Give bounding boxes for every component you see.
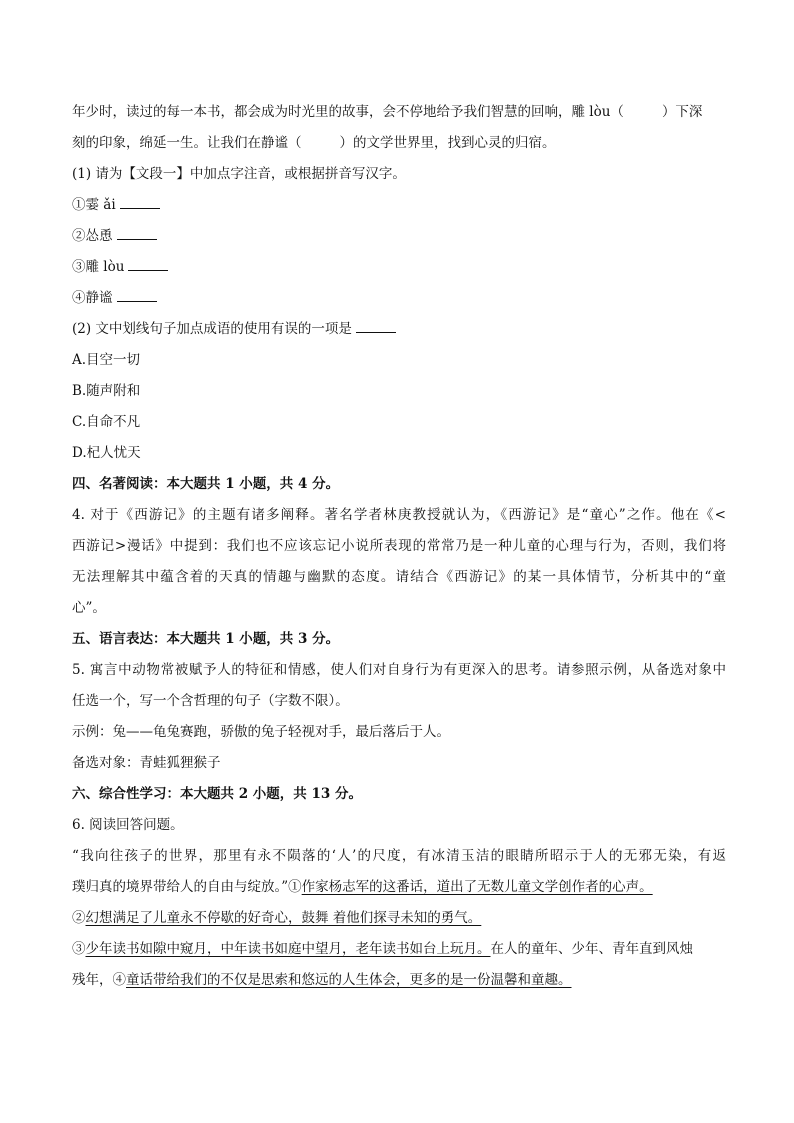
intro-line-2 xyxy=(72,128,726,159)
answer-blank[interactable] xyxy=(356,317,396,333)
q1-item xyxy=(72,252,726,283)
q2-option: A.目空一切 xyxy=(72,352,141,368)
q1-prompt: (1) 请为【文段一】中加点字注音，或根据拼音写汉字。 xyxy=(72,166,406,182)
section-5-heading: 五、语言表达：本大题共 1 小题，共 3 分。 xyxy=(72,631,340,647)
q4-line: 无法理解其中蕴含着的天真的情趣与幽默的态度。请结合《西游记》的某一具体情节，分析其中的“童 xyxy=(72,569,726,585)
passage-text: 璞归真的境界带给人的自由与绽放。”① xyxy=(72,879,302,895)
intro-text: 刻的印象，绵延一生。让我们在静谧（ xyxy=(72,135,302,151)
section-6-heading: 六、综合性学习：本大题共 2 小题，共 13 分。 xyxy=(72,786,362,802)
q2-option: D.杞人忧天 xyxy=(72,445,141,461)
q5-options: 备选对象：青蛙狐狸猴子 xyxy=(72,755,221,771)
q6-passage-line xyxy=(72,934,726,965)
q1-item-label: ③雕 lòu xyxy=(72,259,125,275)
q1-item xyxy=(72,190,726,221)
passage-text: 残年，④ xyxy=(72,972,126,988)
q2-option: C.自命不凡 xyxy=(72,414,141,430)
passage-text: ② xyxy=(72,910,86,926)
underlined-sentence-3: 少年读书如隙中窥月，中年读书如庭中望月，老年读书如台上玩月。 xyxy=(85,941,491,957)
q4-line: 西游记>漫话》中提到：我们也不应该忘记小说所表现的常常乃是一种儿童的心理与行为，否则，我们将 xyxy=(72,538,726,554)
q2-option: B.随声附和 xyxy=(72,383,141,399)
q1-item xyxy=(72,221,726,252)
q4-line: 心”。 xyxy=(72,600,106,616)
intro-text: ）下深 xyxy=(661,104,703,120)
passage-text: ③ xyxy=(72,941,86,957)
underlined-sentence-1: 作家杨志军的这番话，道出了无数儿童文学创作者的心声。 xyxy=(301,879,653,895)
q1-item-label: ①霎 ǎi xyxy=(72,197,116,213)
answer-blank[interactable] xyxy=(117,286,157,302)
q6-passage-line xyxy=(72,903,726,934)
q5-line: 5. 寓言中动物常被赋予人的特征和情感，使人们对自身行为有更深入的思考。请参照示例，从备选对象中 xyxy=(72,662,726,678)
q6-prompt: 6. 阅读回答问题。 xyxy=(72,817,184,833)
page-content xyxy=(72,97,726,996)
q6-passage-line xyxy=(72,965,726,996)
passage-text: 在人的童年、少年、青年直到风烛 xyxy=(490,941,693,957)
section-4-heading: 四、名著阅读：本大题共 1 小题，共 4 分。 xyxy=(72,476,340,492)
answer-blank[interactable] xyxy=(128,255,168,271)
underlined-sentence-4: 童话带给我们的不仅是思索和悠远的人生体会，更多的是一份温馨和童趣。 xyxy=(126,972,572,988)
q5-line: 任选一个，写一个含哲理的句子（字数不限）。 xyxy=(72,693,349,709)
q1-item-label: ④静谧 xyxy=(72,290,113,306)
q5-example: 示例：兔——龟兔赛跑，骄傲的兔子轻视对手，最后落后于人。 xyxy=(72,724,450,740)
q1-item-label: ②怂恿 xyxy=(72,228,113,244)
underlined-sentence-2: 幻想满足了儿童永不停歇的好奇心，鼓舞 着他们探寻未知的勇气。 xyxy=(85,910,482,926)
intro-text: ）的文学世界里，找到心灵的归宿。 xyxy=(339,135,556,151)
q2-prompt-text: (2) 文中划线句子加点成语的使用有误的一项是 xyxy=(72,321,352,337)
q4-line: 4. 对于《西游记》的主题有诸多阐释。著名学者林庚教授就认为，《西游记》是“童心”之作。他在《< xyxy=(72,507,726,523)
q6-passage-line: “我向往孩子的世界，那里有永不陨落的‘人’的尺度，有冰清玉洁的眼睛所昭示于人的无邪无染，有返 xyxy=(72,848,726,864)
intro-text: 年少时，读过的每一本书，都会成为时光里的故事，会不停地给予我们智慧的回响，雕 lòu（ xyxy=(72,104,624,120)
q6-passage-line xyxy=(72,872,726,903)
q2-prompt xyxy=(72,314,726,345)
intro-line-1 xyxy=(72,97,726,128)
answer-blank[interactable] xyxy=(117,224,157,240)
q1-item xyxy=(72,283,726,314)
answer-blank[interactable] xyxy=(120,193,160,209)
